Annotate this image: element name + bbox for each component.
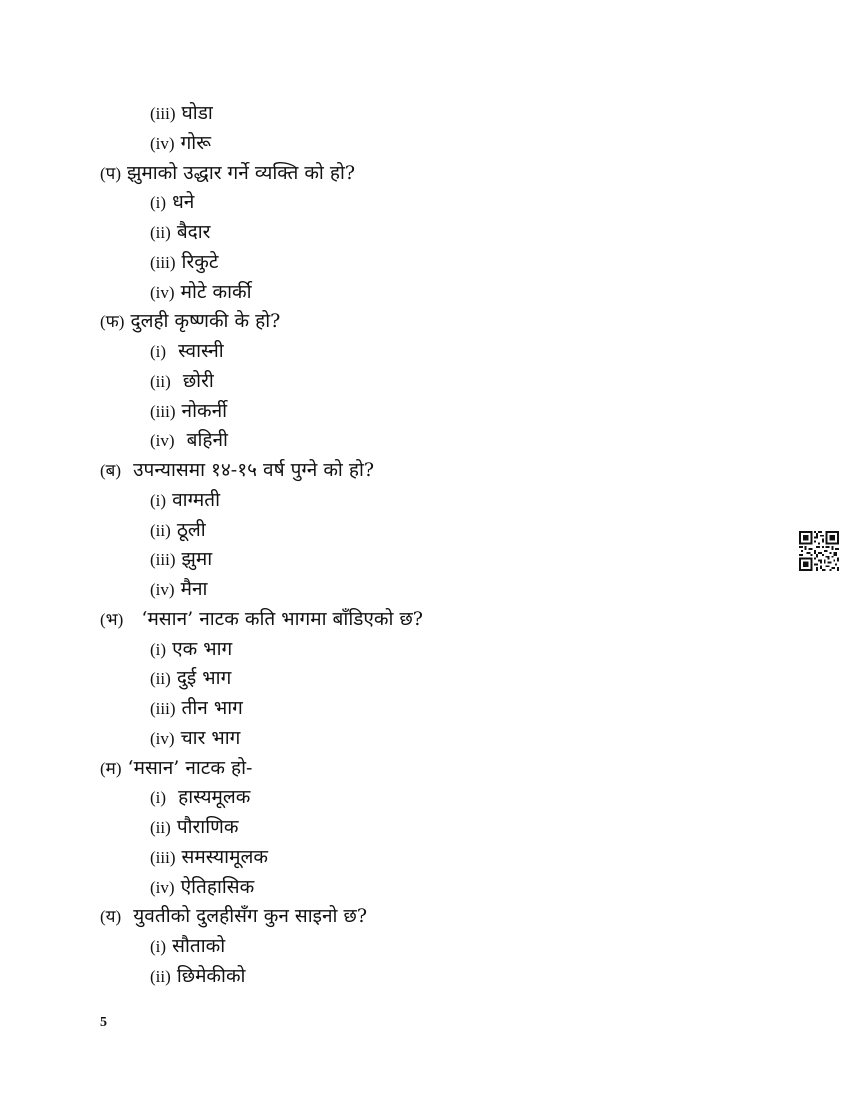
question-number: (भ) <box>100 610 124 629</box>
option-number: (iii) <box>150 848 176 867</box>
question-text: दुलही कृष्णकी के हो? <box>130 310 281 332</box>
option-text: नोकर्नी <box>181 400 228 422</box>
option-line <box>150 964 245 989</box>
option-text: हास्यमूलक <box>172 786 251 808</box>
option-line <box>150 369 214 394</box>
option-line <box>150 250 218 275</box>
question-text: झुमाको उद्धार गर्ने व्यक्ति को हो? <box>127 162 356 184</box>
option-text: मैना <box>180 578 208 600</box>
question-line <box>100 607 423 632</box>
option-number: (ii) <box>150 967 171 986</box>
option-number: (ii) <box>150 669 171 688</box>
option-number: (i) <box>150 937 167 956</box>
option-text: एक भाग <box>172 638 233 660</box>
option-line <box>150 875 254 900</box>
question-number: (प) <box>100 164 121 183</box>
qr-code-icon <box>799 531 839 571</box>
option-line <box>150 815 238 840</box>
option-text: गोरू <box>180 132 211 154</box>
option-text: बैदार <box>176 221 211 243</box>
option-line <box>150 190 194 215</box>
option-number: (iii) <box>150 104 176 123</box>
option-text: समस्यामूलक <box>181 846 268 868</box>
question-text: ‘मसान’ नाटक हो- <box>127 757 253 779</box>
option-text: ठूली <box>176 519 206 541</box>
question-line <box>100 161 355 186</box>
option-text: चार भाग <box>180 727 241 749</box>
option-number: (iv) <box>150 431 175 450</box>
question-line <box>100 309 280 334</box>
option-line <box>150 845 268 870</box>
option-text: स्वास्नी <box>172 340 224 362</box>
option-text: ऐतिहासिक <box>180 876 255 898</box>
option-text: धने <box>172 191 195 213</box>
option-number: (iii) <box>150 699 176 718</box>
option-line <box>150 547 212 572</box>
question-number: (म) <box>100 759 122 778</box>
option-number: (iv) <box>150 729 175 748</box>
option-line <box>150 101 213 126</box>
option-number: (iv) <box>150 134 175 153</box>
option-line <box>150 726 240 751</box>
option-line <box>150 666 231 691</box>
option-number: (i) <box>150 640 167 659</box>
option-text: छिमेकीको <box>176 965 246 987</box>
option-number: (ii) <box>150 372 171 391</box>
option-line <box>150 577 207 602</box>
option-line <box>150 131 211 156</box>
option-line <box>150 785 250 810</box>
option-text: बहिनी <box>180 429 228 451</box>
question-number: (फ) <box>100 312 125 331</box>
option-number: (ii) <box>150 223 171 242</box>
option-text: दुई भाग <box>176 667 232 689</box>
option-line <box>150 280 252 305</box>
question-text: उपन्यासमा १४-१५ वर्ष पुग्ने को हो? <box>127 459 375 481</box>
question-line <box>100 756 252 781</box>
option-number: (i) <box>150 342 167 361</box>
option-number: (iii) <box>150 550 176 569</box>
question-text: ‘मसान’ नाटक कति भागमा बाँडिएको छ? <box>129 608 423 630</box>
question-line <box>100 458 374 483</box>
option-number: (iv) <box>150 283 175 302</box>
option-number: (iii) <box>150 253 176 272</box>
option-number: (i) <box>150 193 167 212</box>
option-number: (ii) <box>150 818 171 837</box>
option-number: (i) <box>150 491 167 510</box>
question-text: युवतीको दुलहीसँग कुन साइनो छ? <box>127 905 368 927</box>
option-line <box>150 518 206 543</box>
question-number: (य) <box>100 907 122 926</box>
option-number: (i) <box>150 788 167 807</box>
option-number: (ii) <box>150 521 171 540</box>
option-line <box>150 696 243 721</box>
option-text: छोरी <box>176 370 214 392</box>
option-line <box>150 339 224 364</box>
option-text: पौराणिक <box>176 816 239 838</box>
option-text: रिकुटे <box>181 251 219 273</box>
option-text: घोडा <box>181 102 213 124</box>
option-text: सौताको <box>172 935 226 957</box>
option-line <box>150 488 220 513</box>
option-text: तीन भाग <box>181 697 243 719</box>
option-text: मोटे कार्की <box>180 281 252 303</box>
option-line <box>150 220 210 245</box>
option-line <box>150 637 232 662</box>
option-line <box>150 428 228 453</box>
option-number: (iv) <box>150 878 175 897</box>
option-text: वाग्मती <box>172 489 221 511</box>
question-number: (ब) <box>100 461 122 480</box>
option-text: झुमा <box>181 548 213 570</box>
option-line <box>150 399 227 424</box>
option-line <box>150 934 225 959</box>
option-number: (iii) <box>150 402 176 421</box>
question-line <box>100 904 367 929</box>
option-number: (iv) <box>150 580 175 599</box>
page-number: 5 <box>100 1015 107 1030</box>
